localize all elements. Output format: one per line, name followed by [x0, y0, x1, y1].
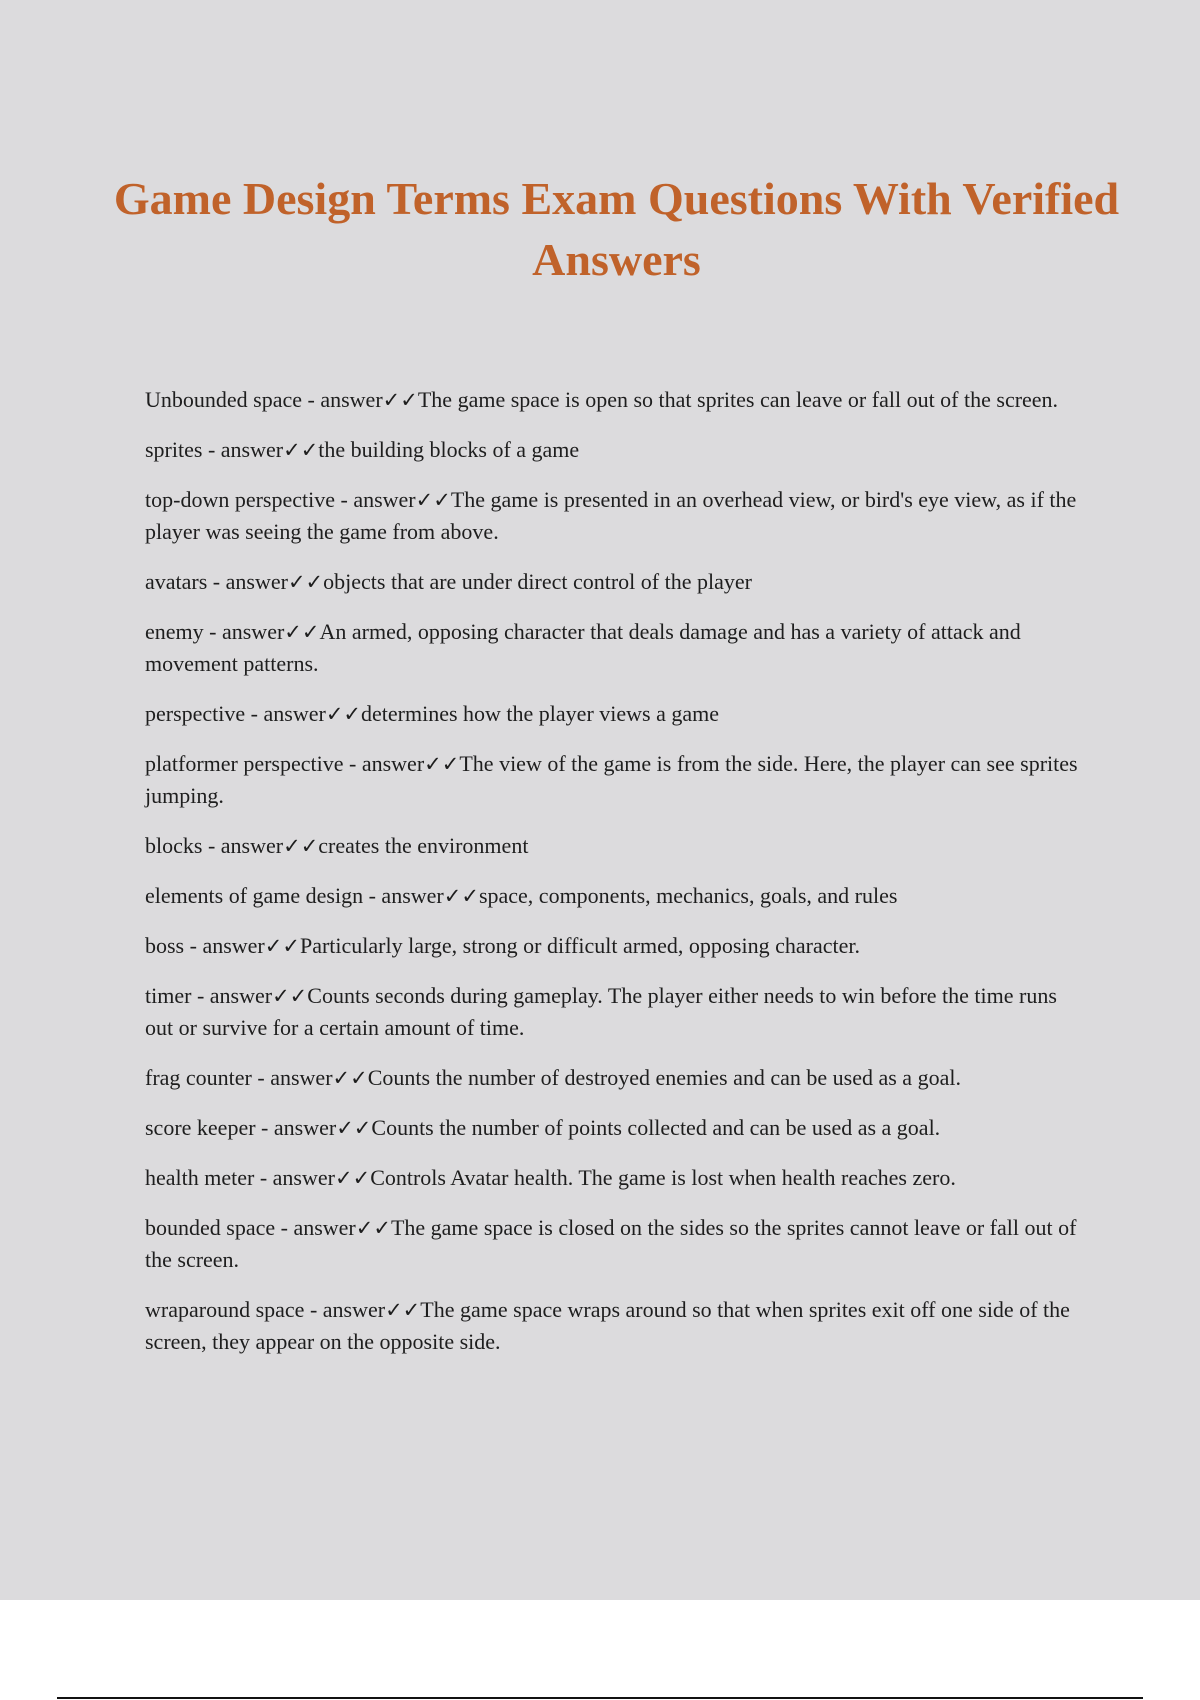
term: health meter [145, 1165, 255, 1190]
definition: objects that are under direct control of the player [323, 569, 752, 594]
double-check-icon: ✓✓ [325, 702, 362, 726]
term: perspective [145, 701, 246, 726]
double-check-icon: ✓✓ [283, 834, 319, 858]
answer-separator: - answer [302, 387, 383, 412]
answer-separator: - answer [203, 619, 285, 644]
term: bounded space [145, 1215, 276, 1240]
double-check-icon: ✓✓ [385, 1298, 421, 1322]
double-check-icon: ✓✓ [355, 1216, 391, 1240]
term-entry [145, 616, 1090, 680]
term: platformer perspective [145, 751, 344, 776]
definition: The game space wraps around so that when sprites exit off one side of the screen, they appear on the opposite side. [145, 1297, 1070, 1354]
term-entry [145, 880, 1090, 912]
answer-separator: - answer [275, 1215, 356, 1240]
term: sprites [145, 437, 203, 462]
term-entry [145, 566, 1090, 598]
term: enemy [145, 619, 204, 644]
double-check-icon: ✓✓ [415, 488, 451, 512]
definition: The view of the game is from the side. Here, the player can see sprites jumping. [145, 751, 1078, 808]
term-entry [145, 980, 1090, 1044]
term: avatars [145, 569, 208, 594]
definition: creates the environment [318, 833, 529, 858]
term-entry [145, 434, 1090, 466]
term: score keeper [145, 1115, 256, 1140]
answer-separator: - answer [245, 701, 326, 726]
answer-separator: - answer [251, 1065, 333, 1090]
answer-separator: - answer [363, 883, 444, 908]
term: Unbounded space [145, 387, 303, 412]
term: frag counter [145, 1065, 252, 1090]
term: wraparound space [145, 1297, 305, 1322]
term: timer [145, 983, 192, 1008]
double-check-icon: ✓✓ [264, 934, 300, 958]
term-entry [145, 484, 1090, 548]
definition: determines how the player views a game [361, 701, 719, 726]
definition: the building blocks of a game [318, 437, 580, 462]
double-check-icon: ✓✓ [284, 620, 320, 644]
definition: Counts the number of destroyed enemies and can be used as a goal. [367, 1065, 961, 1090]
term-list [145, 384, 1090, 1376]
answer-separator: - answer [184, 933, 265, 958]
answer-separator: - answer [255, 1115, 337, 1140]
double-check-icon: ✓✓ [336, 1116, 372, 1140]
definition: An armed, opposing character that deals damage and has a variety of attack and movement patterns. [145, 619, 1021, 676]
document-title: Game Design Terms Exam Questions With Verified Answers [113, 173, 1120, 285]
definition: Counts the number of points collected and can be used as a goal. [371, 1115, 941, 1140]
term-entry [145, 1162, 1090, 1194]
term: boss [145, 933, 185, 958]
double-check-icon: ✓✓ [443, 884, 479, 908]
answer-separator: - answer [202, 833, 284, 858]
definition: Counts seconds during gameplay. The player either needs to win before the time runs out or survive for a certain amount of time. [145, 983, 1057, 1040]
double-check-icon: ✓✓ [424, 752, 460, 776]
definition: The game space is open so that sprites can leave or fall out of the screen. [417, 387, 1059, 412]
double-check-icon: ✓✓ [334, 1166, 371, 1190]
term-entry [145, 1294, 1090, 1358]
term-entry [145, 384, 1090, 416]
page-divider [57, 1697, 1143, 1699]
term-entry [145, 748, 1090, 812]
answer-separator: - answer [304, 1297, 386, 1322]
definition: The game is presented in an overhead view, or bird's eye view, as if the player was seeing the game from above. [145, 487, 1077, 544]
double-check-icon: ✓✓ [287, 570, 324, 594]
term: top-down perspective [145, 487, 335, 512]
term-entry [145, 698, 1090, 730]
double-check-icon: ✓✓ [272, 984, 308, 1008]
term: elements of game design [145, 883, 364, 908]
double-check-icon: ✓✓ [283, 438, 319, 462]
answer-separator: - answer [335, 487, 416, 512]
answer-separator: - answer [343, 751, 425, 776]
answer-separator: - answer [191, 983, 273, 1008]
answer-separator: - answer [207, 569, 288, 594]
term-entry [145, 1212, 1090, 1276]
double-check-icon: ✓✓ [332, 1066, 368, 1090]
term-entry [145, 1112, 1090, 1144]
answer-separator: - answer [254, 1165, 335, 1190]
double-check-icon: ✓✓ [382, 388, 418, 412]
definition: Particularly large, strong or difficult armed, opposing character. [299, 933, 860, 958]
term-entry [145, 930, 1090, 962]
definition: space, components, mechanics, goals, and rules [478, 883, 898, 908]
definition: The game space is closed on the sides so the sprites cannot leave or fall out of the screen. [145, 1215, 1077, 1272]
term-entry [145, 1062, 1090, 1094]
term-entry [145, 830, 1090, 862]
term: blocks [145, 833, 203, 858]
answer-separator: - answer [202, 437, 284, 462]
definition: Controls Avatar health. The game is lost when health reaches zero. [370, 1165, 956, 1190]
